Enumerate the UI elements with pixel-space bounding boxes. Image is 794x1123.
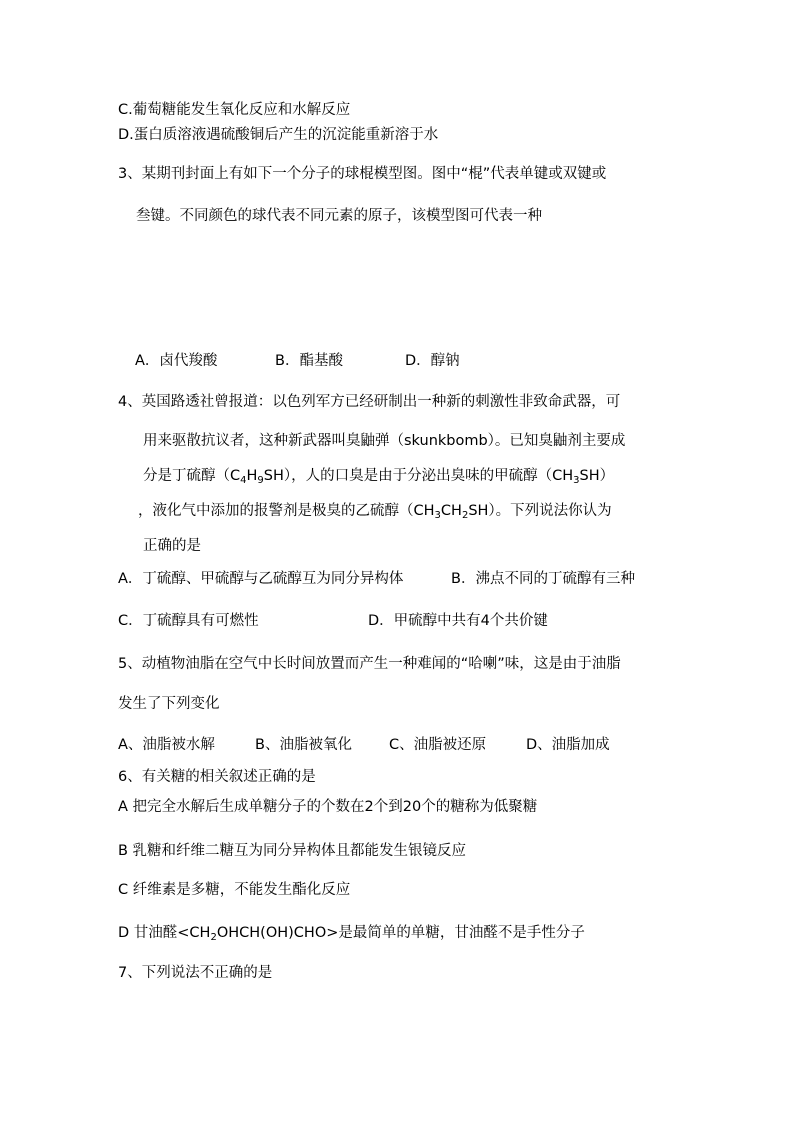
q6-d-text-b: OHCH(OH)CHO>是最简单的单糖，甘油醛不是手性分子 [216, 925, 585, 941]
q6-option-d [118, 924, 585, 942]
q4-line4-sub1: 3 [434, 510, 441, 521]
q3-stem-line1: 3、某期刊封面上有如下一个分子的球棍模型图。图中“棍”代表单键或双键或 [118, 166, 607, 182]
q4-line3-text-d: SH） [579, 468, 615, 484]
q7-stem: 7、下列说法不正确的是 [118, 965, 273, 981]
q4-stem-line5: 正确的是 [143, 538, 201, 554]
q4-line3-text-c: SH），人的口臭是由于分泌出臭味的甲硫醇（CH [263, 468, 574, 484]
q4-line4-text-a: ，液化气中添加的报警剂是极臭的乙硫醇（CH [138, 503, 435, 519]
q5-option-d: D、油脂加成 [526, 737, 610, 753]
q4-line3-text-b: H [246, 468, 258, 484]
q4-option-c: C．丁硫醇具有可燃性 [118, 613, 259, 629]
q3-option-a: A．卤代羧酸 [135, 353, 218, 369]
q4-line3-sub3: 3 [573, 475, 580, 486]
q4-option-a: A．丁硫醇、甲硫醇与乙硫醇互为同分异构体 [118, 571, 404, 587]
q4-line4-text-c: SH）。下列说法你认为 [468, 503, 612, 519]
q4-line3-sub1: 4 [240, 475, 247, 486]
q2-option-c: C.葡萄糖能发生氧化反应和水解反应 [118, 102, 351, 118]
q6-option-c: C 纤维素是多糖，不能发生酯化反应 [118, 882, 351, 898]
q4-stem-line2: 用来驱散抗议者，这种新武器叫臭鼬弹（skunkbomb）。已知臭鼬剂主要成 [143, 433, 626, 449]
q3-option-d: D．醇钠 [405, 353, 460, 369]
q5-option-c: C、油脂被还原 [389, 737, 487, 753]
q5-stem-line1: 5、动植物油脂在空气中长时间放置而产生一种难闻的“哈喇”味，这是由于油脂 [118, 656, 621, 672]
q6-stem: 6、有关糖的相关叙述正确的是 [118, 769, 316, 785]
q4-stem-line4 [138, 502, 612, 520]
q4-stem-line3 [143, 467, 614, 485]
q5-option-a: A、油脂被水解 [118, 737, 215, 753]
q4-line3-text-a: 分是丁硫醇（C [143, 468, 241, 484]
q4-line4-sub2: 2 [461, 510, 469, 521]
q4-option-b: B．沸点不同的丁硫醇有三种 [451, 571, 635, 587]
q3-option-b: B．酯基酸 [275, 353, 343, 369]
q5-option-b: B、油脂被氧化 [255, 737, 352, 753]
q3-stem-line2: 叁键。不同颜色的球代表不同元素的原子，该模型图可代表一种 [136, 208, 542, 224]
q4-option-d: D．甲硫醇中共有4个共价键 [368, 613, 548, 629]
q6-d-text-a: D 甘油醛<CH [118, 925, 211, 941]
q2-option-d: D.蛋白质溶液遇硫酸铜后产生的沉淀能重新溶于水 [118, 127, 439, 143]
q6-d-sub1: 2 [210, 932, 217, 943]
q4-line4-text-b: CH [440, 503, 462, 519]
q4-line3-sub2: 9 [257, 475, 264, 486]
q6-option-b: B 乳糖和纤维二糖互为同分异构体且都能发生银镜反应 [118, 843, 467, 859]
q6-option-a: A 把完全水解后生成单糖分子的个数在2个到20个的糖称为低聚糖 [118, 799, 538, 815]
q5-stem-line2: 发生了下列变化 [118, 696, 220, 712]
q4-stem-line1: 4、英国路透社曾报道：以色列军方已经研制出一种新的刺激性非致命武器，可 [118, 394, 621, 410]
